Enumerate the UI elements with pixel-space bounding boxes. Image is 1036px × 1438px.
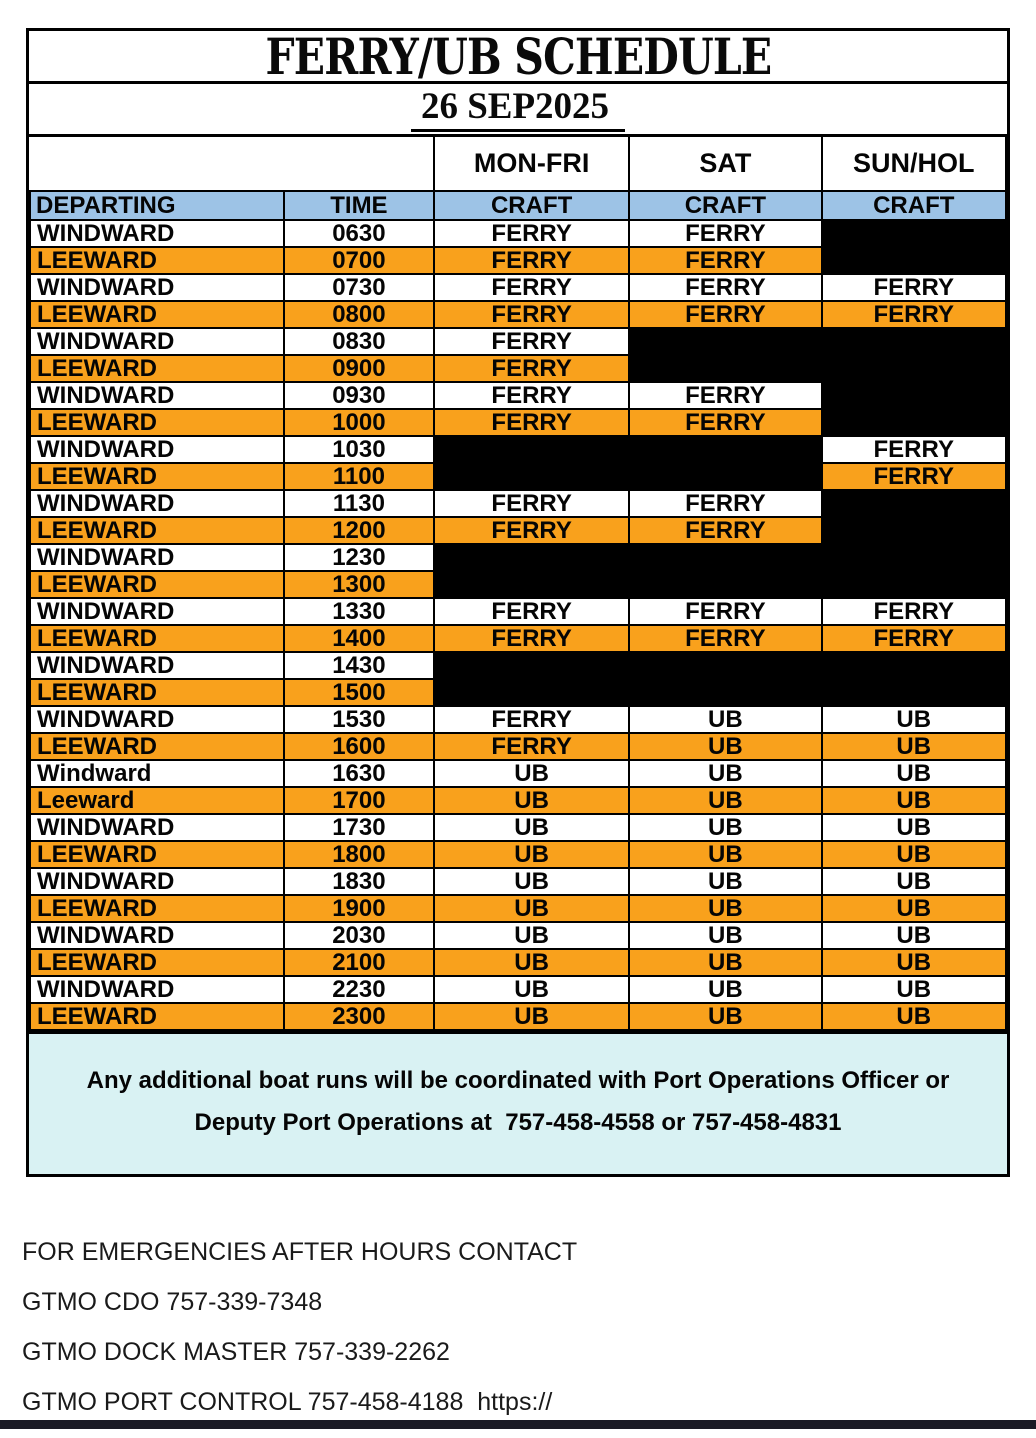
time-cell: 1500 [284, 679, 434, 706]
departing-cell: WINDWARD [30, 598, 284, 625]
time-cell: 1630 [284, 760, 434, 787]
blackout-cell [822, 409, 1007, 436]
column-header-craft-sunhol: CRAFT [822, 191, 1007, 220]
departing-cell: WINDWARD [30, 814, 284, 841]
time-cell: 2030 [284, 922, 434, 949]
craft-cell: UB [434, 949, 629, 976]
schedule-row [30, 679, 1006, 706]
craft-cell: FERRY [434, 625, 629, 652]
schedule-row [30, 787, 1006, 814]
departing-cell: LEEWARD [30, 571, 284, 598]
craft-cell: UB [629, 841, 821, 868]
craft-cell: UB [629, 949, 821, 976]
craft-cell: FERRY [629, 598, 821, 625]
departing-cell: WINDWARD [30, 922, 284, 949]
time-cell: 1730 [284, 814, 434, 841]
departing-cell: WINDWARD [30, 274, 284, 301]
schedule-row [30, 625, 1006, 652]
craft-cell: UB [629, 1003, 821, 1030]
blackout-cell [434, 679, 629, 706]
time-cell: 1230 [284, 544, 434, 571]
time-cell: 1300 [284, 571, 434, 598]
craft-cell: UB [822, 949, 1007, 976]
title-row [29, 31, 1007, 84]
craft-cell: FERRY [434, 409, 629, 436]
time-cell: 1800 [284, 841, 434, 868]
day-header-monfri: MON-FRI [434, 137, 629, 191]
blackout-cell [822, 247, 1007, 274]
schedule-row [30, 409, 1006, 436]
column-header-craft-sat: CRAFT [629, 191, 821, 220]
craft-cell: FERRY [629, 625, 821, 652]
departing-cell: WINDWARD [30, 382, 284, 409]
time-cell: 0730 [284, 274, 434, 301]
departing-cell: LEEWARD [30, 733, 284, 760]
schedule-table [29, 137, 1007, 1031]
schedule-row [30, 733, 1006, 760]
blackout-cell [629, 544, 821, 571]
departing-cell: LEEWARD [30, 895, 284, 922]
craft-cell: FERRY [434, 490, 629, 517]
schedule-row [30, 436, 1006, 463]
craft-cell: UB [434, 976, 629, 1003]
schedule-row [30, 571, 1006, 598]
contact-line-port-control: GTMO PORT CONTROL 757-458-4188 https:// [22, 1388, 553, 1416]
time-cell: 2230 [284, 976, 434, 1003]
craft-cell: FERRY [434, 355, 629, 382]
blackout-cell [822, 652, 1007, 679]
time-cell: 0800 [284, 301, 434, 328]
craft-cell: FERRY [629, 247, 821, 274]
day-header-sunhol: SUN/HOL [822, 137, 1007, 191]
schedule-row [30, 922, 1006, 949]
departing-cell: WINDWARD [30, 652, 284, 679]
blackout-cell [629, 355, 821, 382]
departing-cell: LEEWARD [30, 247, 284, 274]
departing-cell: LEEWARD [30, 517, 284, 544]
departing-cell: LEEWARD [30, 463, 284, 490]
craft-cell: UB [822, 733, 1007, 760]
schedule-row [30, 382, 1006, 409]
craft-cell: FERRY [822, 598, 1007, 625]
time-cell: 0930 [284, 382, 434, 409]
craft-cell: FERRY [822, 301, 1007, 328]
schedule-row [30, 598, 1006, 625]
blackout-cell [822, 571, 1007, 598]
craft-cell: FERRY [434, 328, 629, 355]
time-cell: 1600 [284, 733, 434, 760]
departing-cell: LEEWARD [30, 679, 284, 706]
schedule-row [30, 1003, 1006, 1030]
schedule-row [30, 895, 1006, 922]
craft-cell: UB [822, 706, 1007, 733]
craft-cell: UB [434, 895, 629, 922]
schedule-row [30, 949, 1006, 976]
schedule-row [30, 841, 1006, 868]
schedule-row [30, 220, 1006, 247]
departing-cell: WINDWARD [30, 490, 284, 517]
blackout-cell [629, 652, 821, 679]
craft-cell: FERRY [434, 598, 629, 625]
craft-cell: UB [434, 787, 629, 814]
time-cell: 1130 [284, 490, 434, 517]
schedule-body [30, 220, 1006, 1030]
schedule-row [30, 652, 1006, 679]
time-cell: 1900 [284, 895, 434, 922]
craft-cell: UB [822, 760, 1007, 787]
craft-cell: FERRY [629, 517, 821, 544]
craft-cell: FERRY [434, 301, 629, 328]
column-header-row [30, 191, 1006, 220]
note-box [29, 1031, 1007, 1174]
time-cell: 1200 [284, 517, 434, 544]
schedule-row [30, 274, 1006, 301]
craft-cell: UB [434, 841, 629, 868]
departing-cell: WINDWARD [30, 328, 284, 355]
schedule-row [30, 490, 1006, 517]
craft-cell: UB [629, 868, 821, 895]
craft-cell: FERRY [434, 382, 629, 409]
schedule-row [30, 247, 1006, 274]
schedule-row [30, 814, 1006, 841]
schedule-row [30, 544, 1006, 571]
craft-cell: FERRY [822, 463, 1007, 490]
note-line-1: Any additional boat runs will be coordinated with Port Operations Officer or [86, 1067, 950, 1094]
craft-cell: FERRY [629, 274, 821, 301]
day-header-row [30, 137, 1006, 191]
craft-cell: UB [629, 814, 821, 841]
blackout-cell [629, 679, 821, 706]
craft-cell: FERRY [434, 247, 629, 274]
craft-cell: UB [822, 976, 1007, 1003]
contact-line-dock-master: GTMO DOCK MASTER 757-339-2262 [22, 1338, 450, 1366]
schedule-box [26, 28, 1010, 1177]
blackout-cell [822, 382, 1007, 409]
bottom-bar [0, 1420, 1036, 1429]
time-cell: 0830 [284, 328, 434, 355]
blackout-cell [822, 355, 1007, 382]
day-header-sat: SAT [629, 137, 821, 191]
craft-cell: UB [629, 706, 821, 733]
time-cell: 2100 [284, 949, 434, 976]
craft-cell: FERRY [434, 220, 629, 247]
blackout-cell [629, 463, 821, 490]
column-header-time: TIME [284, 191, 434, 220]
craft-cell: UB [434, 814, 629, 841]
craft-cell: UB [822, 895, 1007, 922]
craft-cell: FERRY [434, 274, 629, 301]
craft-cell: UB [629, 787, 821, 814]
departing-cell: WINDWARD [30, 976, 284, 1003]
craft-cell: UB [629, 895, 821, 922]
blackout-cell [822, 679, 1007, 706]
time-cell: 0700 [284, 247, 434, 274]
craft-cell: FERRY [629, 301, 821, 328]
time-cell: 1030 [284, 436, 434, 463]
schedule-row [30, 517, 1006, 544]
blackout-cell [434, 463, 629, 490]
time-cell: 0630 [284, 220, 434, 247]
time-cell: 1330 [284, 598, 434, 625]
blackout-cell [629, 328, 821, 355]
craft-cell: UB [822, 787, 1007, 814]
schedule-row [30, 706, 1006, 733]
column-header-craft-monfri: CRAFT [434, 191, 629, 220]
craft-cell: UB [822, 922, 1007, 949]
departing-cell: LEEWARD [30, 625, 284, 652]
schedule-row [30, 760, 1006, 787]
time-cell: 1530 [284, 706, 434, 733]
departing-cell: LEEWARD [30, 355, 284, 382]
schedule-row [30, 976, 1006, 1003]
departing-cell: WINDWARD [30, 436, 284, 463]
schedule-row [30, 868, 1006, 895]
contact-line-cdo: GTMO CDO 757-339-7348 [22, 1288, 323, 1316]
day-header-spacer [30, 137, 434, 191]
blackout-cell [434, 544, 629, 571]
craft-cell: UB [629, 976, 821, 1003]
departing-cell: WINDWARD [30, 220, 284, 247]
blackout-cell [822, 490, 1007, 517]
schedule-row [30, 463, 1006, 490]
time-cell: 1830 [284, 868, 434, 895]
craft-cell: UB [629, 760, 821, 787]
time-cell: 2300 [284, 1003, 434, 1030]
departing-cell: WINDWARD [30, 706, 284, 733]
contact-line-emergencies: FOR EMERGENCIES AFTER HOURS CONTACT [22, 1238, 578, 1266]
craft-cell: UB [434, 760, 629, 787]
contacts-block [22, 1238, 577, 1438]
column-header-departing: DEPARTING [30, 191, 284, 220]
craft-cell: FERRY [629, 220, 821, 247]
blackout-cell [822, 220, 1007, 247]
craft-cell: FERRY [629, 382, 821, 409]
craft-cell: UB [822, 841, 1007, 868]
craft-cell: UB [822, 868, 1007, 895]
schedule-date: 26 SEP2025 [411, 86, 625, 133]
departing-cell: LEEWARD [30, 409, 284, 436]
craft-cell: FERRY [822, 274, 1007, 301]
blackout-cell [629, 436, 821, 463]
departing-cell: Leeward [30, 787, 284, 814]
departing-cell: LEEWARD [30, 841, 284, 868]
departing-cell: WINDWARD [30, 868, 284, 895]
blackout-cell [434, 436, 629, 463]
craft-cell: FERRY [434, 706, 629, 733]
time-cell: 0900 [284, 355, 434, 382]
departing-cell: LEEWARD [30, 949, 284, 976]
schedule-row [30, 328, 1006, 355]
craft-cell: UB [629, 922, 821, 949]
craft-cell: FERRY [629, 490, 821, 517]
blackout-cell [629, 571, 821, 598]
departing-cell: Windward [30, 760, 284, 787]
blackout-cell [822, 544, 1007, 571]
craft-cell: UB [822, 1003, 1007, 1030]
departing-cell: LEEWARD [30, 301, 284, 328]
craft-cell: UB [434, 922, 629, 949]
time-cell: 1700 [284, 787, 434, 814]
schedule-row [30, 301, 1006, 328]
craft-cell: UB [434, 1003, 629, 1030]
craft-cell: FERRY [822, 625, 1007, 652]
blackout-cell [822, 517, 1007, 544]
departing-cell: LEEWARD [30, 1003, 284, 1030]
craft-cell: FERRY [629, 409, 821, 436]
blackout-cell [434, 652, 629, 679]
page-title: FERRY/UB SCHEDULE [265, 31, 771, 84]
craft-cell: UB [822, 814, 1007, 841]
craft-cell: FERRY [434, 733, 629, 760]
blackout-cell [822, 328, 1007, 355]
date-row [29, 84, 1007, 137]
time-cell: 1100 [284, 463, 434, 490]
craft-cell: FERRY [822, 436, 1007, 463]
departing-cell: WINDWARD [30, 544, 284, 571]
craft-cell: UB [434, 868, 629, 895]
note-line-2: Deputy Port Operations at 757-458-4558 or 757-458-4831 [194, 1109, 842, 1136]
schedule-row [30, 355, 1006, 382]
craft-cell: UB [629, 733, 821, 760]
blackout-cell [434, 571, 629, 598]
time-cell: 1430 [284, 652, 434, 679]
time-cell: 1000 [284, 409, 434, 436]
time-cell: 1400 [284, 625, 434, 652]
craft-cell: FERRY [434, 517, 629, 544]
